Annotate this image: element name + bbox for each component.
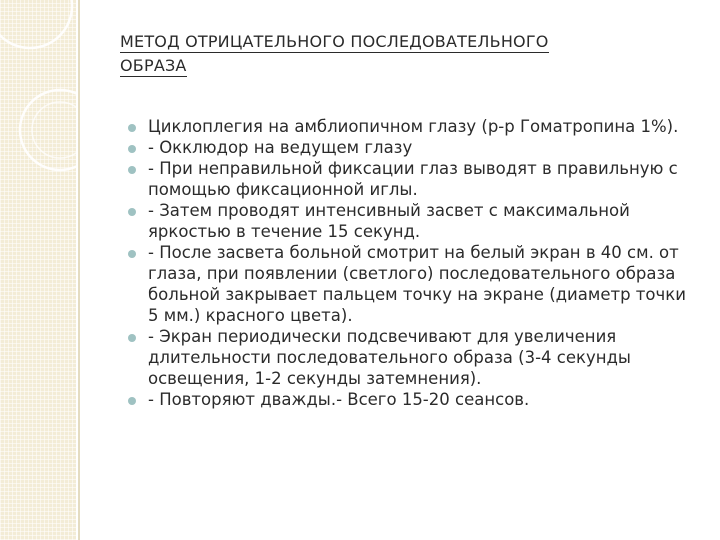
bullet-dot-icon — [128, 397, 136, 405]
bullet-dot-icon — [128, 124, 136, 132]
decorative-circle-inner — [32, 102, 76, 158]
bullet-item-6: - Экран периодически подсвечивают для увеличения длительности последовательного образа (3-4 секунды освещения, 1-2 секунды затемнения). — [128, 326, 700, 389]
side-divider — [78, 0, 80, 540]
slide-title — [120, 30, 700, 78]
bullet-item-7: - Повторяют дважды.- Всего 15-20 сеансов. — [128, 389, 700, 410]
bullet-item-4: - Затем проводят интенсивный засвет с максимальной яркостью в течение 15 секунд. — [128, 200, 700, 242]
bullet-dot-icon — [128, 166, 136, 174]
decorative-side-panel — [0, 0, 76, 540]
bullet-item-5: - После засвета больной смотрит на белый экран в 40 см. от глаза, при появлении (светлого) последовательного образа больной закрывает пальцем точку на экране (диаметр точки 5 мм.) красного цвета). — [128, 242, 700, 326]
bullet-item-3: - При неправильной фиксации глаз выводят в правильную с помощью фиксационной иглы. — [128, 158, 700, 200]
slide-title-line-1: МЕТОД ОТРИЦАТЕЛЬНОГО ПОСЛЕДОВАТЕЛЬНОГО — [120, 32, 549, 51]
slide-title-line-2: ОБРАЗА — [120, 56, 187, 75]
bullet-item-1: Циклоплегия на амблиопичном глазу (р-р Гоматропина 1%). — [128, 116, 700, 137]
bullet-dot-icon — [128, 145, 136, 153]
decorative-circles — [0, 0, 76, 540]
bullet-dot-icon — [128, 208, 136, 216]
decorative-circle-large — [0, 0, 72, 48]
bullet-list — [128, 116, 700, 410]
bullet-dot-icon — [128, 334, 136, 342]
bullet-dot-icon — [128, 250, 136, 258]
bullet-item-2: - Окклюдор на ведущем глазу — [128, 137, 700, 158]
decorative-circle-small — [20, 90, 76, 170]
